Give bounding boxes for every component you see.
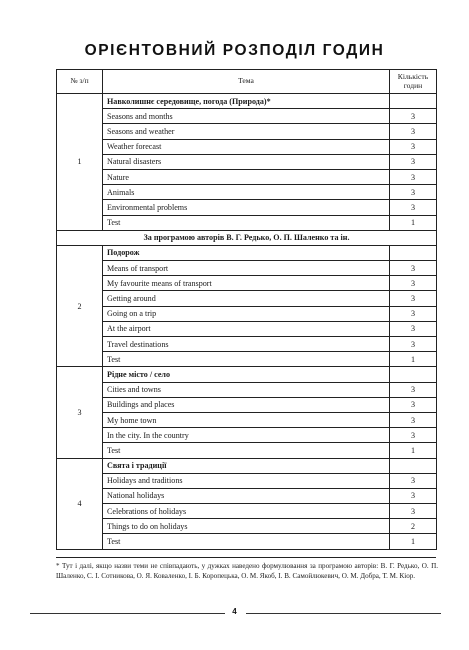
hours-distribution-table bbox=[56, 69, 437, 550]
lesson-hours: 3 bbox=[390, 169, 437, 184]
unit-number: 4 bbox=[57, 458, 103, 549]
header-number: № з/п bbox=[57, 70, 103, 94]
table-row bbox=[57, 215, 437, 230]
lesson-topic: At the airport bbox=[103, 321, 390, 336]
lesson-topic: Cities and towns bbox=[103, 382, 390, 397]
lesson-topic: Test bbox=[103, 352, 390, 367]
lesson-hours: 3 bbox=[390, 139, 437, 154]
lesson-topic: Getting around bbox=[103, 291, 390, 306]
table-body bbox=[57, 94, 437, 550]
unit-title-row bbox=[57, 367, 437, 382]
lesson-hours: 3 bbox=[390, 124, 437, 139]
lesson-hours: 3 bbox=[390, 306, 437, 321]
table-row bbox=[57, 382, 437, 397]
unit-hours-empty bbox=[390, 94, 437, 109]
table-row bbox=[57, 261, 437, 276]
table-row bbox=[57, 154, 437, 169]
lesson-topic: In the city. In the country bbox=[103, 428, 390, 443]
table-row bbox=[57, 428, 437, 443]
lesson-topic: Means of transport bbox=[103, 261, 390, 276]
table-row bbox=[57, 412, 437, 427]
table-row bbox=[57, 443, 437, 458]
unit-title: Навколишнє середовище, погода (Природа)* bbox=[103, 94, 390, 109]
lesson-hours: 1 bbox=[390, 215, 437, 230]
footnote: * Тут і далі, якщо назви теми не співпадають, у дужках наведено формулювання за програмою авторів: В. Г. Редько, О. П. Шаленко, С. І. Сотникова, О. Я. Коваленко, І. Б. Коропецька, О. М. Якоб, І. В. Самойлюкевич, О. М. Добра, Т. М. Кіор. bbox=[56, 562, 438, 580]
table-row bbox=[57, 276, 437, 291]
footer-rule-right bbox=[246, 613, 441, 614]
lesson-topic: Natural disasters bbox=[103, 154, 390, 169]
lesson-topic: Buildings and places bbox=[103, 397, 390, 412]
lesson-hours: 1 bbox=[390, 443, 437, 458]
lesson-hours: 3 bbox=[390, 337, 437, 352]
table-row bbox=[57, 504, 437, 519]
table-row bbox=[57, 519, 437, 534]
unit-title: Свята і традиції bbox=[103, 458, 390, 473]
lesson-hours: 3 bbox=[390, 504, 437, 519]
header-topic: Тема bbox=[103, 70, 390, 94]
table-header-row bbox=[57, 70, 437, 94]
lesson-topic: Test bbox=[103, 443, 390, 458]
table-row bbox=[57, 291, 437, 306]
unit-title-row bbox=[57, 94, 437, 109]
lesson-topic: Environmental problems bbox=[103, 200, 390, 215]
lesson-hours: 3 bbox=[390, 261, 437, 276]
table-row bbox=[57, 473, 437, 488]
lesson-hours: 3 bbox=[390, 428, 437, 443]
table-row bbox=[57, 306, 437, 321]
lesson-topic: My favourite means of transport bbox=[103, 276, 390, 291]
lesson-topic: Seasons and months bbox=[103, 109, 390, 124]
lesson-hours: 2 bbox=[390, 519, 437, 534]
unit-title: Рідне місто / село bbox=[103, 367, 390, 382]
unit-hours-empty bbox=[390, 458, 437, 473]
lesson-topic: Weather forecast bbox=[103, 139, 390, 154]
lesson-hours: 3 bbox=[390, 200, 437, 215]
lesson-topic: Animals bbox=[103, 185, 390, 200]
unit-title-row bbox=[57, 245, 437, 260]
lesson-topic: Celebrations of holidays bbox=[103, 504, 390, 519]
unit-number: 3 bbox=[57, 367, 103, 458]
table-row bbox=[57, 337, 437, 352]
lesson-topic: Test bbox=[103, 534, 390, 549]
table-row bbox=[57, 488, 437, 503]
lesson-hours: 3 bbox=[390, 276, 437, 291]
lesson-topic: Nature bbox=[103, 169, 390, 184]
lesson-hours: 3 bbox=[390, 412, 437, 427]
lesson-hours: 3 bbox=[390, 291, 437, 306]
program-note-row bbox=[57, 230, 437, 245]
program-note: За програмою авторів В. Г. Редько, О. П. Шаленко та ін. bbox=[57, 230, 437, 245]
lesson-hours: 3 bbox=[390, 382, 437, 397]
lesson-hours: 3 bbox=[390, 397, 437, 412]
lesson-hours: 3 bbox=[390, 109, 437, 124]
lesson-hours: 1 bbox=[390, 534, 437, 549]
unit-hours-empty bbox=[390, 367, 437, 382]
table-row bbox=[57, 185, 437, 200]
lesson-hours: 3 bbox=[390, 321, 437, 336]
table-row bbox=[57, 352, 437, 367]
lesson-topic: Seasons and weather bbox=[103, 124, 390, 139]
lesson-topic: National holidays bbox=[103, 488, 390, 503]
unit-number: 2 bbox=[57, 245, 103, 367]
lesson-hours: 3 bbox=[390, 154, 437, 169]
table-row bbox=[57, 321, 437, 336]
lesson-topic: Travel destinations bbox=[103, 337, 390, 352]
header-hours: Кількість годин bbox=[390, 70, 437, 94]
lesson-hours: 3 bbox=[390, 185, 437, 200]
lesson-hours: 3 bbox=[390, 488, 437, 503]
lesson-topic: Test bbox=[103, 215, 390, 230]
table-row bbox=[57, 169, 437, 184]
footnote-divider bbox=[56, 557, 436, 558]
page-title: ОРІЄНТОВНИЙ РОЗПОДІЛ ГОДИН bbox=[84, 42, 385, 59]
unit-title: Подорож bbox=[103, 245, 390, 260]
lesson-hours: 1 bbox=[390, 352, 437, 367]
unit-number: 1 bbox=[57, 94, 103, 231]
table-row bbox=[57, 139, 437, 154]
table-row bbox=[57, 397, 437, 412]
table-row bbox=[57, 200, 437, 215]
unit-title-row bbox=[57, 458, 437, 473]
lesson-topic: Holidays and traditions bbox=[103, 473, 390, 488]
lesson-topic: Going on a trip bbox=[103, 306, 390, 321]
table-row bbox=[57, 109, 437, 124]
unit-hours-empty bbox=[390, 245, 437, 260]
lesson-topic: My home town bbox=[103, 412, 390, 427]
lesson-topic: Things to do on holidays bbox=[103, 519, 390, 534]
page-number: 4 bbox=[232, 607, 237, 616]
lesson-hours: 3 bbox=[390, 473, 437, 488]
table-row bbox=[57, 124, 437, 139]
table-row bbox=[57, 534, 437, 549]
